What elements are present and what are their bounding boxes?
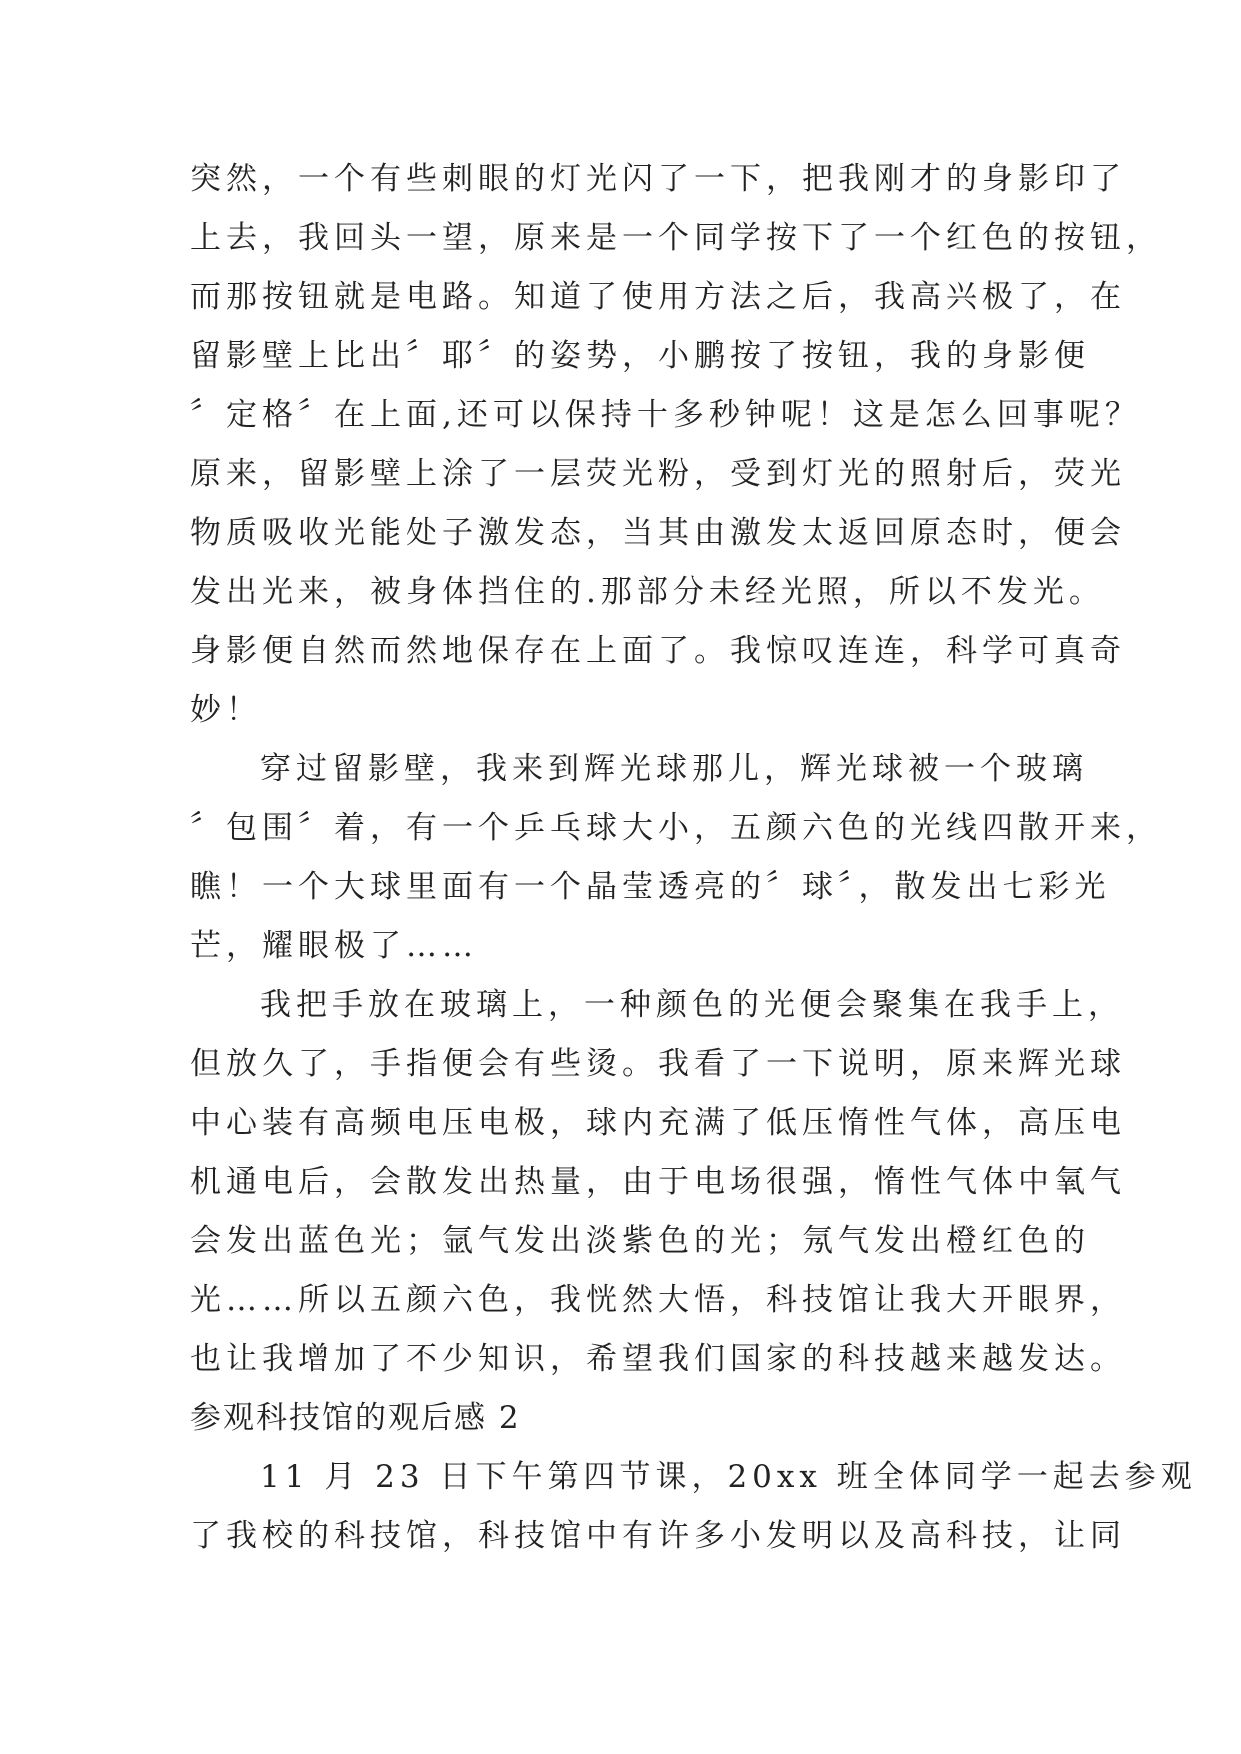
paragraph-2 [190,740,1162,976]
text-line: 光……所以五颜六色，我恍然大悟，科技馆让我大开眼界， [190,1282,1126,1318]
text-line: 而那按钮就是电路。知道了使用方法之后，我高兴极了，在 [190,279,1126,315]
text-line: 物质吸收光能处子激发态，当其由激发太返回原态时，便会 [190,515,1126,551]
text-line: 原来，留影壁上涂了一层荧光粉，受到灯光的照射后，荧光 [190,456,1126,492]
text-line: 突然，一个有些刺眼的灯光闪了一下，把我刚才的身影印了 [190,161,1126,197]
text-line: 11 月 23 日下午第四节课，20xx 班全体同学一起去参观 [260,1459,1197,1495]
text-line: 穿过留影壁，我来到辉光球那儿，辉光球被一个玻璃 [260,751,1088,787]
text-line: 芒，耀眼极了…… [190,928,478,964]
text-line: 留影壁上比出〞耶〞的姿势，小鹏按了按钮，我的身影便 [190,338,1090,374]
paragraph-3 [190,976,1126,1389]
text-line: 身影便自然而然地保存在上面了。我惊叹连连，科学可真奇 [190,633,1126,669]
text-line: 〞定格〞在上面,还可以保持十多秒钟呢！这是怎么回事呢？ [190,397,1141,433]
text-line: 中心装有高频电压电极，球内充满了低压惰性气体，高压电 [190,1105,1126,1141]
paragraph-4 [190,1448,1197,1566]
text-line: 上去，我回头一望，原来是一个同学按下了一个红色的按钮， [190,220,1162,256]
text-line: 〞包围〞着，有一个乒乓球大小，五颜六色的光线四散开来， [190,810,1162,846]
text-line: 机通电后，会散发出热量，由于电场很强，惰性气体中氧气 [190,1164,1126,1200]
document-page [190,150,1197,1566]
text-line: 会发出蓝色光；氩气发出淡紫色的光；氖气发出橙红色的 [190,1223,1090,1259]
text-line: 了我校的科技馆，科技馆中有许多小发明以及高科技，让同 [190,1518,1126,1554]
text-line: 也让我增加了不少知识，希望我们国家的科技越来越发达。 [190,1341,1126,1377]
text-line: 发出光来，被身体挡住的.那部分未经光照，所以不发光。 [190,574,1105,610]
text-line: 瞧！一个大球里面有一个晶莹透亮的〞球〞，散发出七彩光 [190,869,1111,905]
paragraph-1 [190,150,1162,740]
text-line: 但放久了，手指便会有些烫。我看了一下说明，原来辉光球 [190,1046,1126,1082]
text-line: 我把手放在玻璃上，一种颜色的光便会聚集在我手上， [260,987,1124,1023]
text-line: 妙！ [190,692,262,728]
section-heading: 参观科技馆的观后感 2 [190,1400,521,1436]
